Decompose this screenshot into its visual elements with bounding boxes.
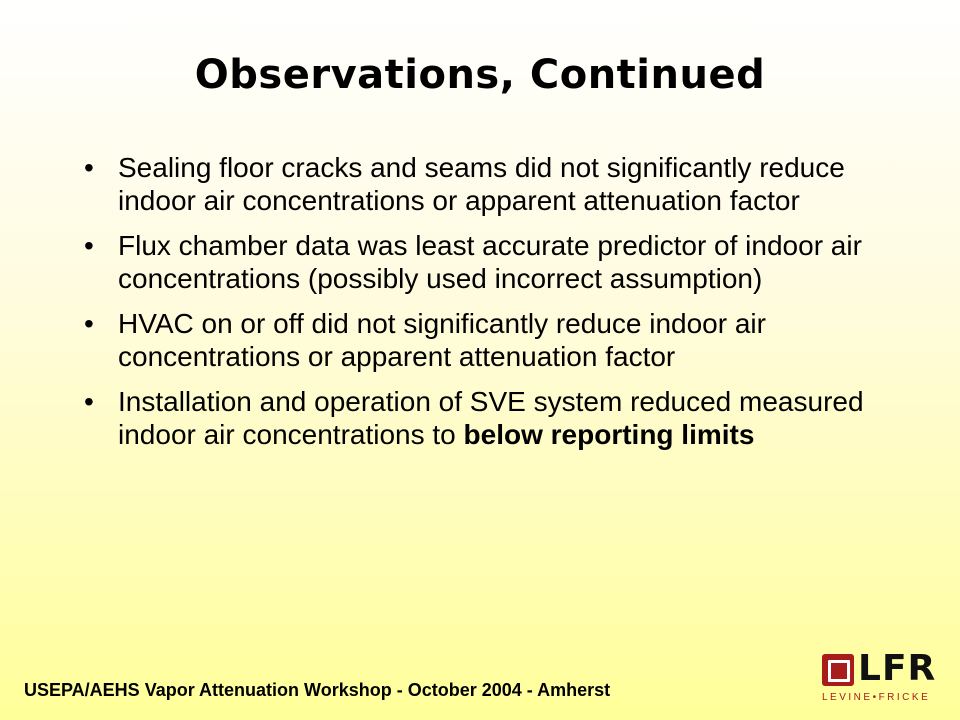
- logo-subtitle: LEVINE•FRICKE: [822, 692, 931, 703]
- bullet-marker: •: [84, 386, 94, 417]
- bullet-marker: •: [84, 230, 94, 261]
- bullet-marker: •: [84, 152, 94, 183]
- bullet-text: Flux chamber data was least accurate predictor of indoor air concentrations (possibly used incorrect assumption): [118, 230, 862, 294]
- bullet-item: [82, 230, 872, 295]
- bullet-bold-text: below reporting limits: [463, 418, 755, 450]
- lfr-logo: [822, 648, 942, 706]
- footer-text: USEPA/AEHS Vapor Attenuation Workshop - October 2004 - Amherst: [24, 680, 611, 700]
- logo-letters: LFR: [858, 648, 937, 689]
- bullet-marker: •: [84, 308, 94, 339]
- bullet-list: [82, 152, 872, 464]
- bullet-item: [82, 386, 872, 451]
- bullet-item: [82, 152, 872, 217]
- bullet-text: Sealing floor cracks and seams did not significantly reduce indoor air concentrations or apparent attenuation factor: [118, 152, 845, 216]
- bullet-text: Installation and operation of SVE system reduced measured indoor air concentrations to: [118, 386, 864, 450]
- bullet-text: HVAC on or off did not significantly reduce indoor air concentrations or apparent attenuation factor: [118, 308, 766, 372]
- slide-title: Observations, Continued: [194, 52, 766, 98]
- bullet-item: [82, 308, 872, 373]
- lfr-logo-mark-icon: [822, 654, 854, 686]
